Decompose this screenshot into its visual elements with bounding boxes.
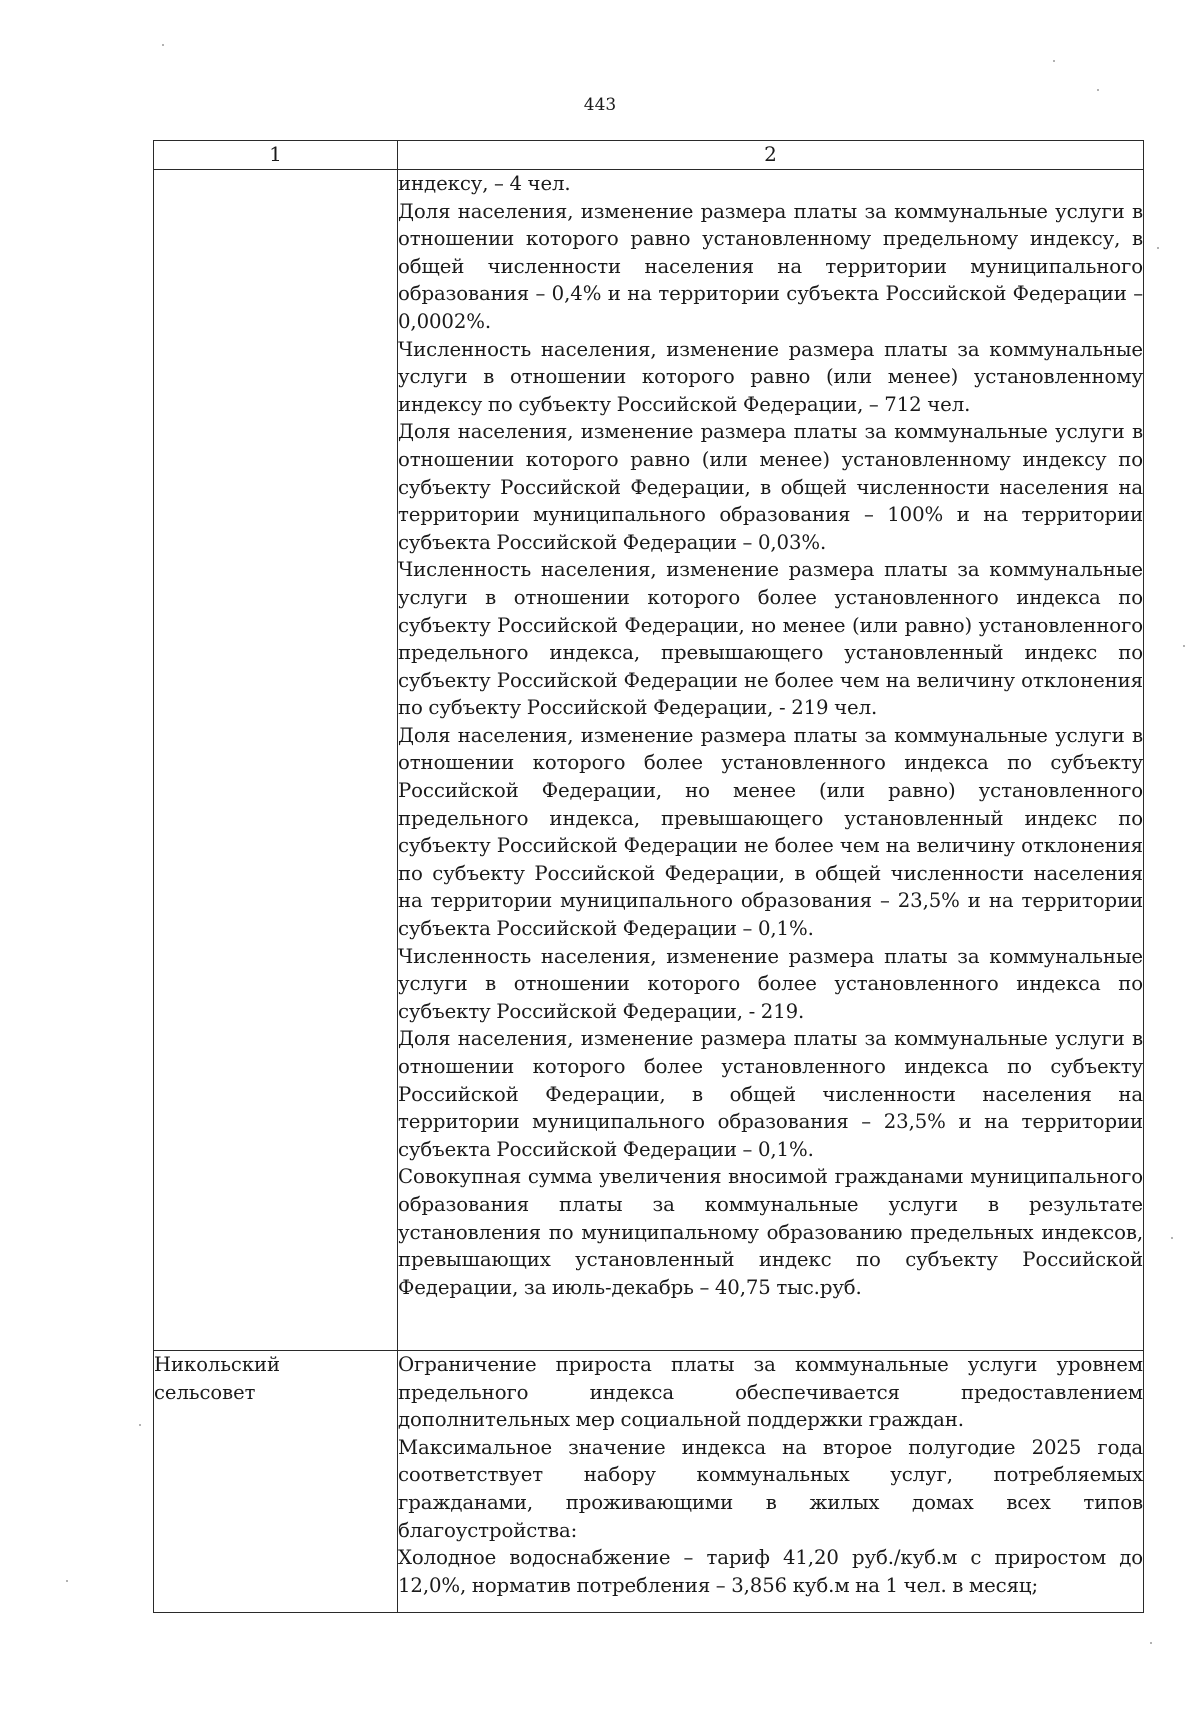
scan-speck [1157, 247, 1159, 249]
scan-speck [1171, 1237, 1173, 1239]
paragraph: Доля населения, изменение размера платы за коммунальные услуги в отношении которого более установленного индекса по субъекту Российской Федерации, но менее (или равно) установленного предельного индекса, превышающего установленный индекс по субъекту Российской Федерации не более чем на величину отклонения по субъекту Российской Федерации, в общей численности населения на территории муниципального образования – 23,5% и на территории субъекта Российской Федерации – 0,1%. [398, 723, 1143, 941]
paragraph: Численность населения, изменение размера платы за коммунальные услуги в отношении которого равно (или менее) установленному индексу по субъекту Российской Федерации, – 712 чел. [398, 337, 1143, 416]
municipality-cell [154, 1351, 398, 1613]
scan-speck [1097, 89, 1099, 91]
paragraph: Доля населения, изменение размера платы за коммунальные услуги в отношении которого более установленного индекса по субъекту Российской Федерации, в общей численности населения на территории муниципального образования – 23,5% и на территории субъекта Российской Федерации – 0,1%. [398, 1027, 1143, 1161]
paragraph: Совокупная сумма увеличения вносимой гражданами муниципального образования платы за коммунальные услуги в результате установления по муниципальному образованию предельных индексов, превышающих установленный индекс по субъекту Российской Федерации, за июль-декабрь – 40,75 тыс.руб. [398, 1165, 1143, 1299]
column-header-1: 1 [154, 141, 398, 170]
column-header-2: 2 [398, 141, 1144, 170]
description-cell [398, 170, 1144, 1351]
paragraph: Численность населения, изменение размера платы за коммунальные услуги в отношении которого более установленного индекса по субъекту Российской Федерации, - 219. [398, 944, 1143, 1023]
data-table [153, 140, 1144, 1613]
table-row [154, 1351, 1144, 1613]
paragraph: Доля населения, изменение размера платы за коммунальные услуги в отношении которого равно установленному предельному индексу, в общей численности населения на территории муниципального образования – 0,4% и на территории субъекта Российской Федерации – 0,0002%. [398, 199, 1143, 333]
paragraph: индексу, – 4 чел. [398, 172, 571, 195]
scan-speck [1053, 60, 1055, 62]
table-header-row [154, 141, 1144, 170]
description-cell [398, 1351, 1144, 1613]
page-number: 443 [583, 95, 617, 115]
paragraph: Холодное водоснабжение – тариф 41,20 руб./куб.м с приростом до 12,0%, норматив потребления – 3,856 куб.м на 1 чел. в месяц; [398, 1546, 1143, 1597]
municipality-type: сельсовет [154, 1380, 256, 1404]
paragraph: Численность населения, изменение размера платы за коммунальные услуги в отношении которого более установленного индекса по субъекту Российской Федерации, но менее (или равно) установленного предельного индекса, превышающего установленный индекс по субъекту Российской Федерации не более чем на величину отклонения по субъекту Российской Федерации, - 219 чел. [398, 558, 1143, 720]
municipality-cell [154, 170, 398, 1351]
municipality-name: Никольский [154, 1353, 281, 1376]
scan-speck [1183, 645, 1185, 647]
scan-speck [1150, 1642, 1152, 1644]
paragraph: Максимальное значение индекса на второе полугодие 2025 года соответствует набору коммунальных услуг, потребляемых гражданами, проживающими в жилых домах всех типов благоустройства: [398, 1435, 1143, 1542]
paragraph: Ограничение прироста платы за коммунальные услуги уровнем предельного индекса обеспечивается предоставлением дополнительных мер социальной поддержки граждан. [398, 1353, 1143, 1432]
scan-speck [139, 1424, 141, 1426]
scan-speck [66, 1580, 68, 1582]
paragraph: Доля населения, изменение размера платы за коммунальные услуги в отношении которого равно (или менее) установленному индексу по субъекту Российской Федерации, в общей численности населения на территории муниципального образования – 100% и на территории субъекта Российской Федерации – 0,03%. [398, 420, 1143, 554]
scan-speck [162, 44, 164, 46]
table-row [154, 170, 1144, 1351]
